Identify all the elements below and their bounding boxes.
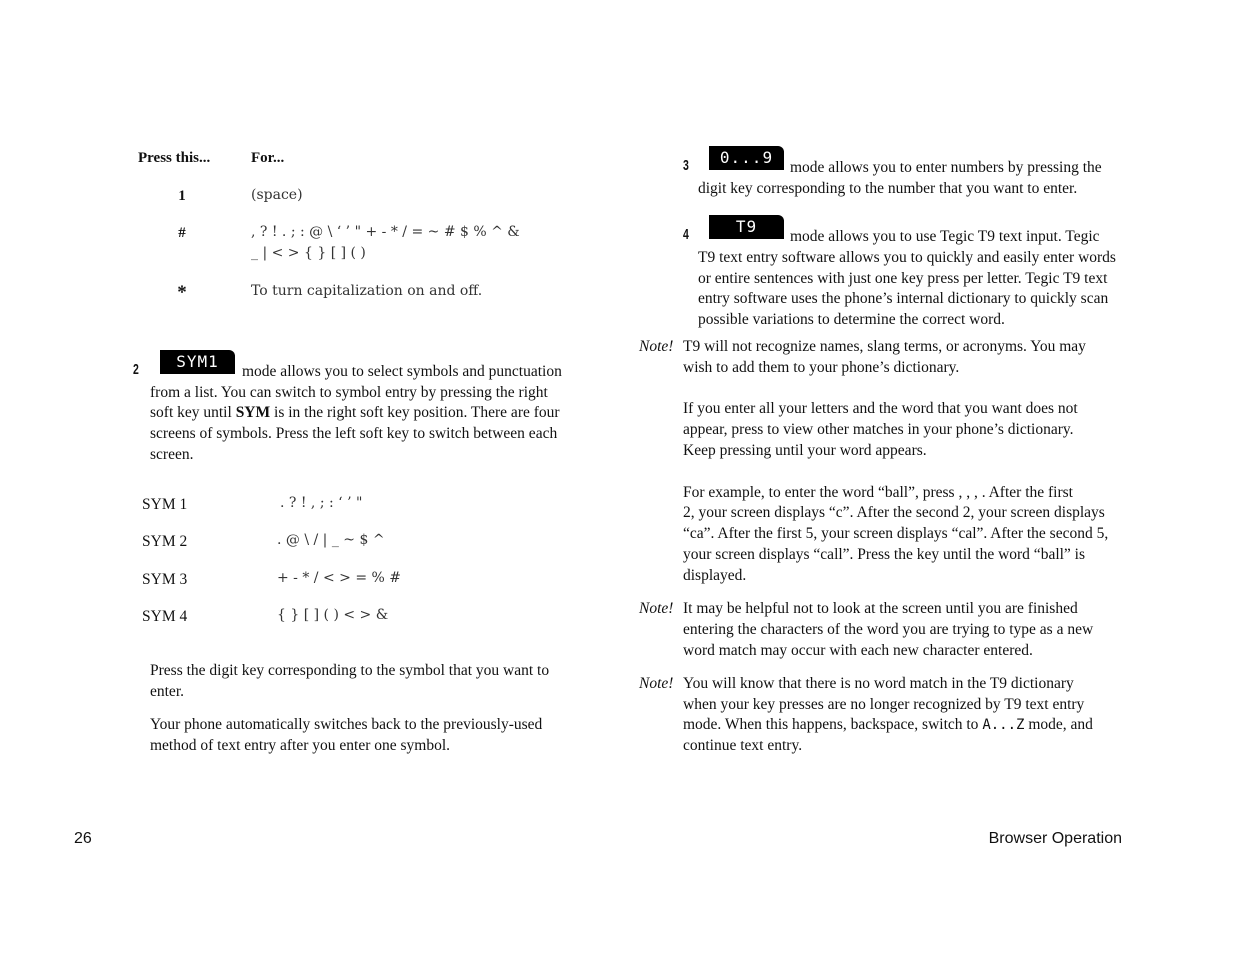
note1c-line1: For example, to enter the word “ball”, press , , , . After the first bbox=[683, 484, 1073, 501]
key-star: * bbox=[177, 282, 187, 303]
item4-line3: or entire sentences with just one key press per letter. Tegic T9 text bbox=[698, 270, 1108, 287]
note1b-line2: appear, press to view other matches in your phone’s dictionary. bbox=[683, 421, 1074, 438]
item-number-4: 4 bbox=[683, 226, 689, 243]
sym4-label: SYM 4 bbox=[142, 608, 188, 625]
para2-line2: method of text entry after you enter one symbol. bbox=[150, 737, 451, 754]
note1c-line3: “ca”. After the first 5, your screen displays “cal”. After the second 5, bbox=[683, 525, 1109, 542]
note3-line3-post: mode, and bbox=[1024, 716, 1093, 733]
sym2-label: SYM 2 bbox=[142, 533, 188, 550]
item4-line1: mode allows you to use Tegic T9 text input. Tegic bbox=[790, 228, 1100, 245]
item3-line2: digit key corresponding to the number that you want to enter. bbox=[698, 180, 1078, 197]
para1-line2: enter. bbox=[150, 683, 184, 700]
item2-line3-post: is in the right soft key position. There are four bbox=[270, 404, 560, 421]
key-1: 1 bbox=[178, 188, 186, 204]
sym3-label: SYM 3 bbox=[142, 571, 188, 588]
note3-label: Note! bbox=[639, 675, 674, 692]
key-star-description: To turn capitalization on and off. bbox=[251, 283, 483, 299]
note2-label: Note! bbox=[639, 600, 674, 617]
numeric-mode-badge: 0...9 bbox=[709, 146, 784, 170]
note3-line4: continue text entry. bbox=[683, 737, 803, 754]
item2-line5: screen. bbox=[150, 446, 194, 463]
t9-mode-badge: T9 bbox=[709, 215, 784, 239]
note1b-line3: Keep pressing until your word appears. bbox=[683, 442, 927, 459]
item4-line4: entry software uses the phone’s internal dictionary to quickly scan bbox=[698, 290, 1109, 307]
key-hash-symbols-line1: , ? ! . ; : @ \ ‘ ’ " + - * / = ~ # $ % ^ & bbox=[251, 224, 520, 240]
item4-line5: possible variations to determine the correct word. bbox=[698, 311, 1005, 328]
note1b-line1: If you enter all your letters and the word that you want does not bbox=[683, 400, 1078, 417]
note3-line3 bbox=[683, 714, 1093, 736]
item2-line3-pre: soft key until bbox=[150, 404, 236, 421]
item2-line2: from a list. You can switch to symbol entry by pressing the right bbox=[150, 384, 548, 401]
column-header-for: For... bbox=[251, 150, 285, 166]
sym-softkey-label: SYM bbox=[235, 404, 271, 421]
sym1-symbols: . ? ! , ; : ‘ ’ " bbox=[280, 495, 363, 511]
column-header-press: Press this... bbox=[138, 150, 211, 166]
item2-line3 bbox=[150, 402, 560, 423]
item3-line1: mode allows you to enter numbers by pressing the bbox=[790, 159, 1102, 176]
key-hash-symbols-line2: _ | < > { } [ ] ( ) bbox=[251, 245, 366, 261]
note3-line3-pre: mode. When this happens, backspace, switch to bbox=[683, 716, 983, 733]
note2-line1: It may be helpful not to look at the screen until you are finished bbox=[683, 600, 1078, 617]
note1c-line5: displayed. bbox=[683, 567, 747, 584]
item-number-3: 3 bbox=[683, 157, 689, 174]
note2-line3: word match may occur with each new character entered. bbox=[683, 642, 1033, 659]
section-title: Browser Operation bbox=[988, 830, 1122, 847]
note1-line1: T9 will not recognize names, slang terms, or acronyms. You may bbox=[683, 338, 1086, 355]
alpha-mode-label: A...Z bbox=[982, 717, 1025, 733]
note1-label: Note! bbox=[639, 338, 674, 355]
sym3-symbols: + - * / < > = % # bbox=[277, 570, 402, 586]
item-number-2: 2 bbox=[133, 361, 139, 378]
sym1-label: SYM 1 bbox=[142, 496, 188, 513]
page-number: 26 bbox=[74, 830, 92, 847]
item2-line4: screens of symbols. Press the left soft key to switch between each bbox=[150, 425, 558, 442]
item4-line2: T9 text entry software allows you to quickly and easily enter words bbox=[698, 249, 1116, 266]
note1c-line2: 2, your screen displays “c”. After the second 2, your screen displays bbox=[683, 504, 1105, 521]
para2-line1: Your phone automatically switches back to the previously-used bbox=[150, 716, 543, 733]
sym4-symbols: { } [ ] ( ) < > & bbox=[277, 607, 389, 623]
note1-line2: wish to add them to your phone’s dictionary. bbox=[683, 359, 960, 376]
key-hash: # bbox=[178, 225, 186, 241]
note3-line2: when your key presses are no longer recognized by T9 text entry bbox=[683, 696, 1085, 713]
note2-line2: entering the characters of the word you are trying to type as a new bbox=[683, 621, 1094, 638]
note1c-line4: your screen displays “call”. Press the key until the word “ball” is bbox=[683, 546, 1086, 563]
sym1-mode-badge: SYM1 bbox=[160, 350, 235, 374]
para1-line1: Press the digit key corresponding to the symbol that you want to bbox=[150, 662, 550, 679]
item2-line1: mode allows you to select symbols and punctuation bbox=[242, 363, 562, 380]
note3-line1: You will know that there is no word match in the T9 dictionary bbox=[683, 675, 1074, 692]
sym2-symbols: . @ \ / | _ ~ $ ^ bbox=[277, 532, 385, 548]
key-1-description: (space) bbox=[251, 187, 303, 203]
